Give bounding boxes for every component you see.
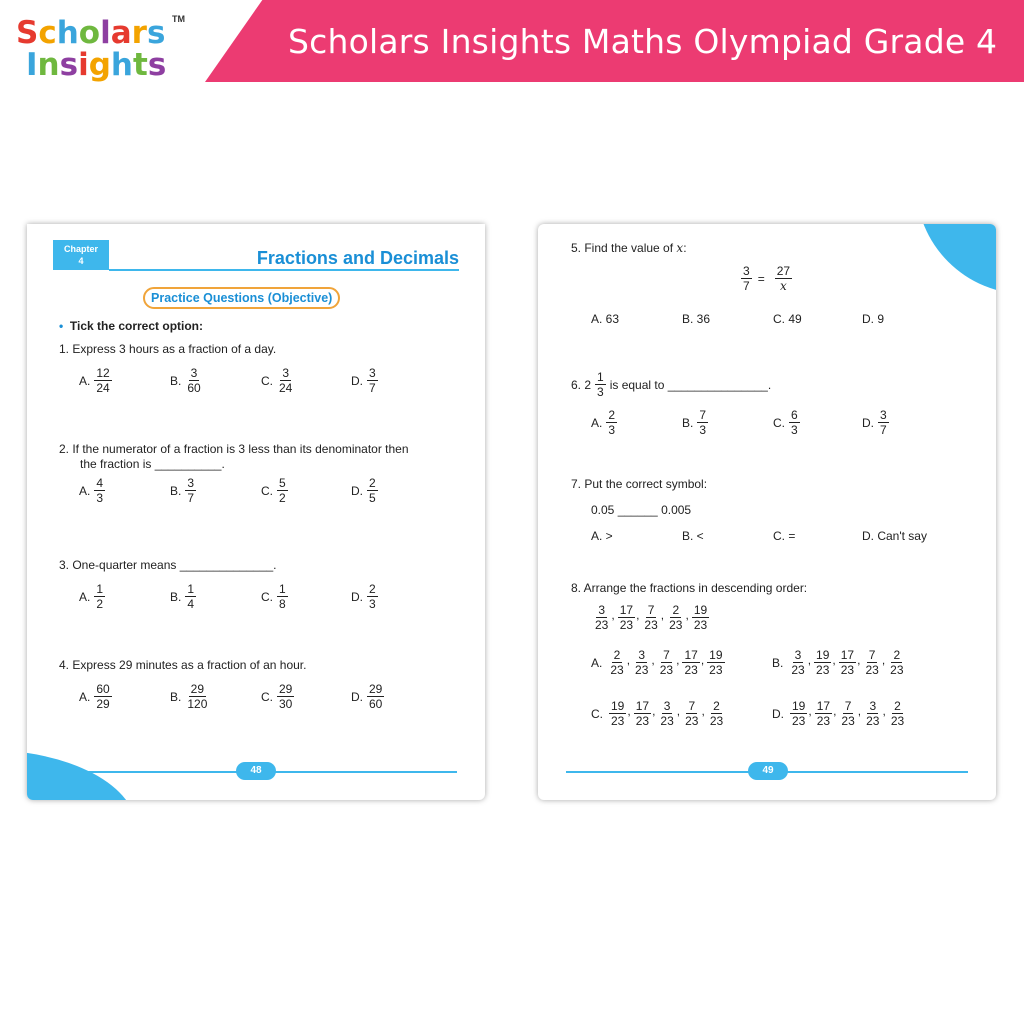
page-title: Scholars Insights Maths Olympiad Grade 4 — [288, 22, 998, 61]
fraction: $\frac{1}{4}$ — [187, 582, 195, 611]
comma: , — [700, 653, 705, 667]
decorative-swoosh — [916, 224, 996, 294]
fraction: $\frac{3}{7}$ — [369, 366, 376, 395]
comma: , — [626, 653, 631, 667]
comma: , — [857, 704, 862, 718]
fraction: $\frac{17}{23}$ — [619, 603, 634, 632]
trademark: TM — [172, 14, 185, 24]
q2-option-a[interactable]: A. $\frac{4}{3}$ — [79, 476, 104, 505]
q6-option-b[interactable]: B. $\frac{7}{3}$ — [682, 408, 707, 437]
fraction: $\frac{7}{3}$ — [699, 408, 707, 437]
q3-option-c[interactable]: C. $\frac{1}{8}$ — [261, 582, 286, 611]
fraction: $\frac{4}{3}$ — [96, 476, 104, 505]
fraction: $\frac{29}{60}$ — [369, 682, 383, 711]
fraction: $\frac{5}{2}$ — [279, 476, 286, 505]
fraction: $\frac{3}{23}$ — [660, 699, 674, 728]
comma: , — [685, 608, 689, 622]
left-page — [27, 224, 485, 800]
q3-option-d[interactable]: D. $\frac{2}{3}$ — [351, 582, 376, 611]
fraction: $\frac{19}{23}$ — [816, 648, 830, 677]
fraction: $\frac{29}{30}$ — [279, 682, 293, 711]
q8-option-b[interactable]: B. $\frac{3}{23}$ , $\frac{19}{23}$ , $\frac{17}{23}$ , $\frac{7}{23}$ , $\frac{2}{23}$ — [772, 648, 904, 677]
fraction: $\frac{2}{23}$ — [610, 648, 624, 677]
comma: , — [611, 608, 615, 622]
fraction: $\frac{19}{23}$ — [709, 648, 723, 677]
q1-option-d[interactable]: D. $\frac{3}{7}$ — [351, 366, 376, 395]
q1-option-b[interactable]: B. $\frac{3}{60}$ — [170, 366, 201, 395]
q7-option-c[interactable]: C. = — [773, 529, 796, 543]
logo-line-1: Scholars — [16, 15, 166, 51]
comma: , — [857, 653, 861, 667]
q4-option-a[interactable]: A. $\frac{60}{29}$ — [79, 682, 110, 711]
chapter-title: Fractions and Decimals — [256, 248, 459, 268]
question-7: 7. Put the correct symbol: — [571, 477, 708, 491]
fraction: $\frac{2}{5}$ — [369, 476, 376, 505]
comma: , — [651, 653, 655, 667]
q8-option-a[interactable]: A. $\frac{2}{23}$ , $\frac{3}{23}$ , $\frac{7}{23}$ , $\frac{17}{23}$ , $\frac{19}{23}$ — [591, 648, 723, 677]
fraction: $\frac{2}{23}$ — [890, 648, 904, 677]
fraction: $\frac{19}{23}$ — [792, 699, 806, 728]
q8-option-c[interactable]: C. $\frac{19}{23}$ , $\frac{17}{23}$ , $\frac{3}{23}$ , $\frac{7}{23}$ , $\frac{2}{23}$ — [591, 699, 724, 728]
fraction: $\frac{7}{23}$ — [644, 603, 658, 632]
fraction: $\frac{2}{23}$ — [669, 603, 683, 632]
q5-option-b[interactable]: B. 36 — [682, 312, 711, 326]
q5-option-d[interactable]: D. 9 — [862, 312, 885, 326]
fraction: $\frac{6}{3}$ — [791, 408, 798, 437]
q8-given-fractions — [591, 603, 709, 632]
q5-option-c[interactable]: C. 49 — [773, 312, 802, 326]
fraction: $\frac{3}{23}$ — [635, 648, 649, 677]
comma: , — [881, 653, 886, 667]
q7-option-b[interactable]: B. < — [682, 529, 704, 543]
question-3: 3. One-quarter means ______________. — [59, 558, 277, 572]
fraction: $\frac{3}{23}$ — [866, 699, 880, 728]
fraction: $\frac{3}{7}$ — [880, 408, 887, 437]
fraction: $\frac{17}{23}$ — [684, 648, 698, 677]
q3-option-b[interactable]: B. $\frac{1}{4}$ — [170, 582, 195, 611]
fraction: $\frac{3}{23}$ — [791, 648, 805, 677]
question-1: 1. Express 3 hours as a fraction of a day. — [59, 342, 277, 356]
fraction: $\frac{7}{23}$ — [841, 699, 855, 728]
fraction: $\frac{7}{23}$ — [685, 699, 699, 728]
fraction: $\frac{19}{23}$ — [693, 603, 708, 632]
fraction: $\frac{2}{23}$ — [709, 699, 724, 728]
fraction: $\frac{17}{23}$ — [816, 699, 831, 728]
fraction: $\frac{29}{120}$ — [187, 682, 208, 711]
equation: $\frac{3}{7}$ = $\frac{27}{x}$ — [743, 264, 791, 293]
comma: , — [627, 704, 631, 718]
q7-expression: 0.05 ______ 0.005 — [591, 503, 692, 517]
q7-option-a[interactable]: A. > — [591, 529, 613, 543]
q2-option-b[interactable]: B. $\frac{3}{7}$ — [170, 476, 195, 505]
scholars-insights-logo — [16, 14, 186, 94]
fraction: $\frac{3}{60}$ — [187, 366, 201, 395]
fraction: $\frac{2}{3}$ — [369, 582, 376, 611]
decorative-swoosh — [27, 750, 137, 800]
q7-option-d[interactable]: D. Can't say — [862, 529, 927, 543]
q3-option-a[interactable]: A. $\frac{1}{2}$ — [79, 582, 104, 611]
bullet-icon: • — [59, 319, 64, 333]
instruction: • Tick the correct option: — [59, 319, 204, 333]
fraction: $\frac{3}{23}$ — [595, 603, 609, 632]
fraction: $\frac{1}{2}$ — [96, 582, 104, 611]
question-5: 5. Find the value of x: — [571, 241, 687, 255]
section-title: Practice Questions (Objective) — [143, 287, 340, 309]
q6-option-d[interactable]: D. $\frac{3}{7}$ — [862, 408, 887, 437]
fraction: $\frac{12}{24}$ — [96, 366, 110, 395]
comma: , — [676, 704, 681, 718]
comma: , — [807, 653, 812, 667]
comma: , — [833, 704, 837, 718]
comma: , — [882, 704, 886, 718]
fraction: $\frac{17}{23}$ — [840, 648, 855, 677]
q4-option-c[interactable]: C. $\frac{29}{30}$ — [261, 682, 293, 711]
question-4: 4. Express 29 minutes as a fraction of an hour. — [59, 658, 307, 672]
fraction: $\frac{60}{29}$ — [96, 682, 110, 711]
right-page — [538, 224, 996, 800]
q5-option-a[interactable]: A. 63 — [591, 312, 620, 326]
question-6: 6. 2 $\frac{1}{3}$ is equal to _______________. — [571, 370, 772, 399]
q4-option-b[interactable]: B. $\frac{29}{120}$ — [170, 682, 208, 711]
page-number: 48 — [236, 762, 276, 780]
q2-option-c[interactable]: C. $\frac{5}{2}$ — [261, 476, 286, 505]
question-8: 8. Arrange the fractions in descending order: — [571, 581, 808, 595]
q6-option-c[interactable]: C. $\frac{6}{3}$ — [773, 408, 798, 437]
chapter-number: 4 — [78, 256, 84, 266]
fraction: $\frac{1}{8}$ — [279, 582, 286, 611]
q8-option-d[interactable]: D. $\frac{19}{23}$ , $\frac{17}{23}$ , $\frac{7}{23}$ , $\frac{3}{23}$ , $\frac{2}{23}$ — [772, 699, 905, 728]
q1-option-a[interactable]: A. $\frac{12}{24}$ — [79, 366, 110, 395]
comma: , — [808, 704, 812, 718]
q4-option-d[interactable]: D. $\frac{29}{60}$ — [351, 682, 383, 711]
question-2-continued: the fraction is __________. — [80, 457, 225, 471]
comma: , — [636, 608, 640, 622]
chapter-label: Chapter — [63, 244, 98, 254]
question-2: 2. If the numerator of a fraction is 3 less than its denominator then — [59, 442, 409, 456]
comma: , — [676, 653, 680, 667]
fraction: $\frac{17}{23}$ — [635, 699, 650, 728]
fraction: $\frac{7}{23}$ — [659, 648, 674, 677]
q6-option-a[interactable]: A. $\frac{2}{3}$ — [591, 408, 616, 437]
fraction: $\frac{19}{23}$ — [611, 699, 625, 728]
comma: , — [660, 608, 665, 622]
fraction: $\frac{2}{23}$ — [890, 699, 905, 728]
q2-option-d[interactable]: D. $\frac{2}{5}$ — [351, 476, 376, 505]
comma: , — [832, 653, 836, 667]
page-number: 49 — [748, 762, 788, 780]
logo-line-2: Insights — [26, 47, 167, 83]
fraction: $\frac{7}{23}$ — [865, 648, 879, 677]
fraction: $\frac{2}{3}$ — [608, 408, 616, 437]
fraction: $\frac{3}{7}$ — [187, 476, 195, 505]
comma: , — [701, 704, 705, 718]
chapter-underline — [109, 269, 459, 271]
comma: , — [652, 704, 656, 718]
q1-option-c[interactable]: C. $\frac{3}{24}$ — [261, 366, 293, 395]
chapter-badge — [53, 240, 109, 270]
fraction: $\frac{3}{24}$ — [279, 366, 293, 395]
